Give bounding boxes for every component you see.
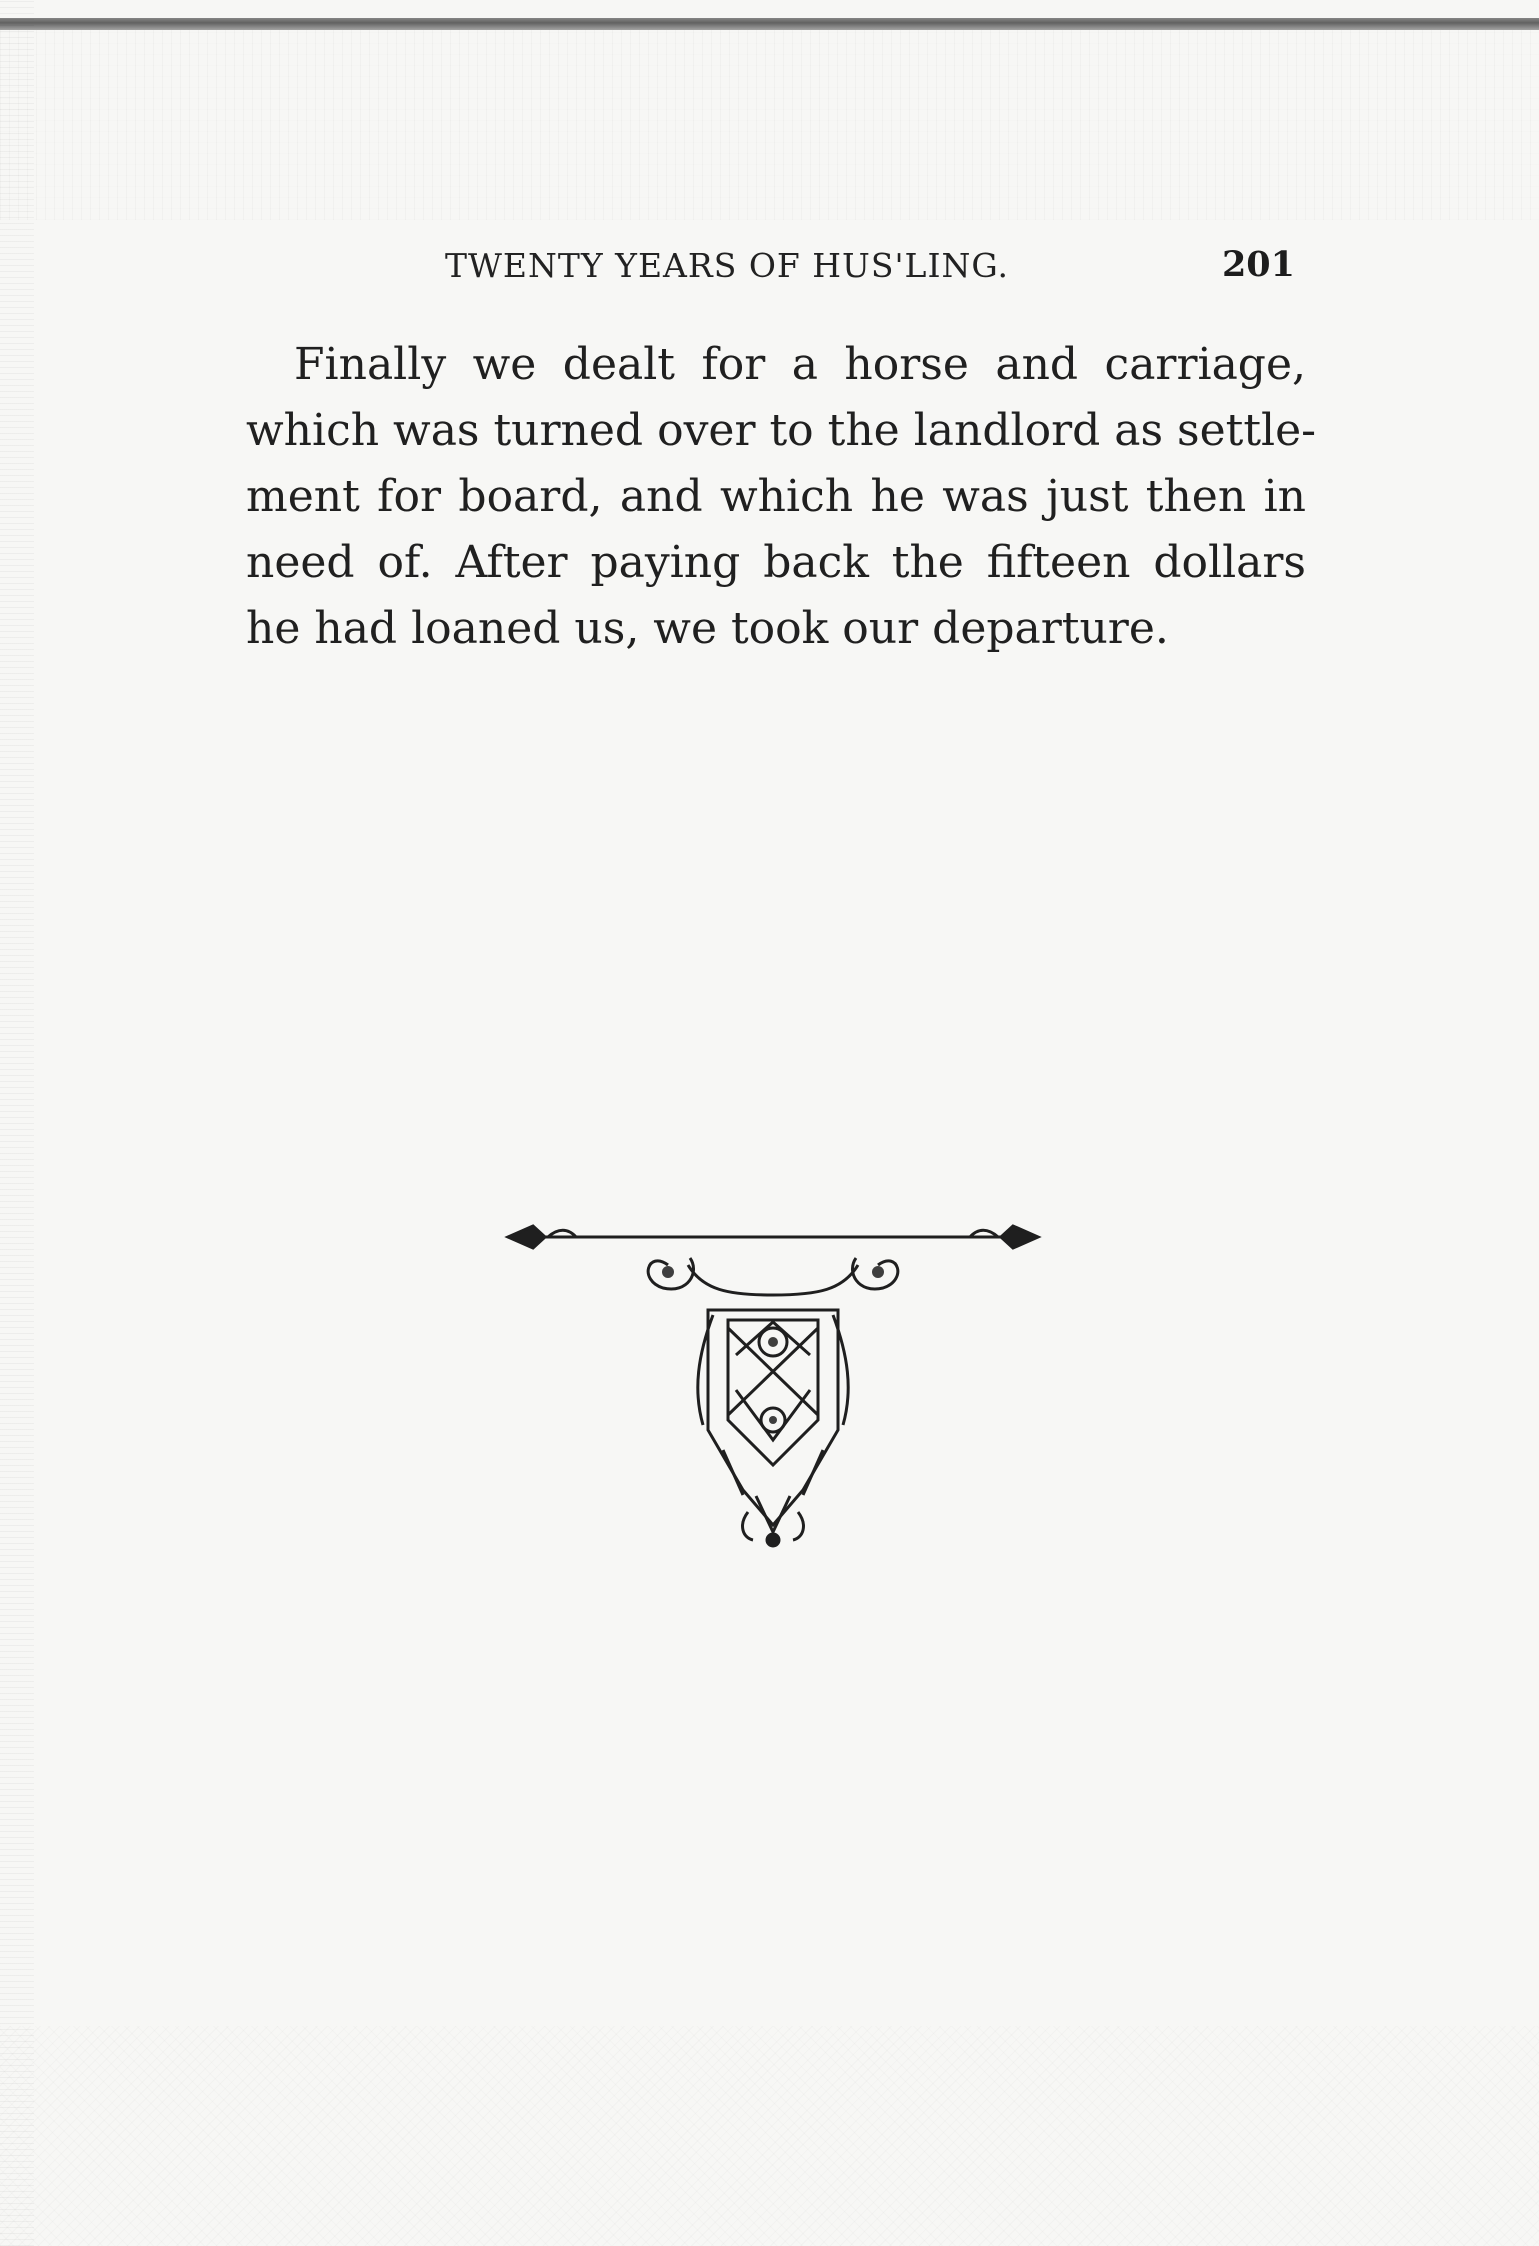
top-edge-scan-rule [0,18,1539,30]
paragraph-line-2: which was turned over to the landlord as settle- [246,405,1317,456]
paragraph-line-4: need of. After paying back the fifteen dollars [246,537,1306,588]
decorative-pendant-icon [498,1210,1048,1550]
tailpiece-ornament [498,1210,1048,1550]
top-scan-noise [0,30,1539,220]
paragraph [246,332,1317,662]
paragraph-line-3: ment for board, and which he was just then in [246,471,1306,522]
paragraph-line-1: Finally we dealt for a horse and carriage, [294,339,1306,390]
running-head [445,246,1295,286]
paragraph-line-5: he had loaned us, we took our departure. [246,603,1169,654]
running-title: TWENTY YEARS OF HUS'LING. [445,246,1010,285]
bottom-scan-noise [0,2026,1539,2246]
page-number: 201 [1221,244,1295,285]
left-page-edge [0,0,34,2246]
